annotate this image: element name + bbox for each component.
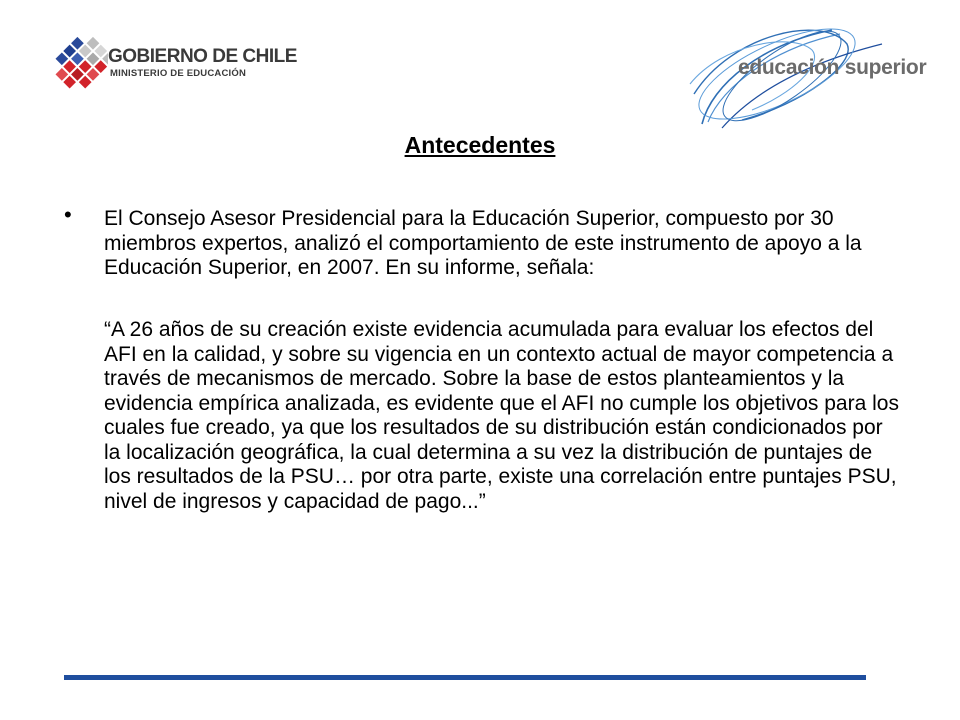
- educacion-superior-logo: [682, 24, 927, 130]
- bullet-paragraph: El Consejo Asesor Presidencial para la Educación Superior, compuesto por 30 miembros expertos, analizó el comportamiento de este instrumento de apoyo a la Educación Superior, en 2007. En su informe, señala:: [104, 207, 862, 279]
- gobierno-logo-text: [108, 24, 297, 79]
- gobierno-emblem-icon: [44, 24, 108, 112]
- ministerio-subtitle: MINISTERIO DE EDUCACIÓN: [110, 68, 247, 79]
- bullet-marker: •: [64, 202, 72, 227]
- quote-paragraph: “A 26 años de su creación existe evidencia acumulada para evaluar los efectos del AFI en la calidad, y sobre su vigencia en un contexto actual de mayor competencia a través de mecanismos de mercado. Sobre la base de estos planteamientos y la evidencia empírica analizada, es evidente que el AFI no cumple los objetivos para los cuales fue creado, ya que los resultados de su distribución están condicionados por la localización geográfica, la cual determina a su vez la distribución de puntajes de los resultados de la PSU… por otra parte, existe una correlación entre puntajes PSU, nivel de ingresos y capacidad de pago...”: [104, 318, 899, 513]
- educacion-superior-text: educación superior: [738, 56, 927, 79]
- gobierno-title: GOBIERNO DE CHILE: [108, 46, 297, 67]
- footer-divider: [64, 675, 866, 680]
- slide-title: Antecedentes: [404, 132, 556, 158]
